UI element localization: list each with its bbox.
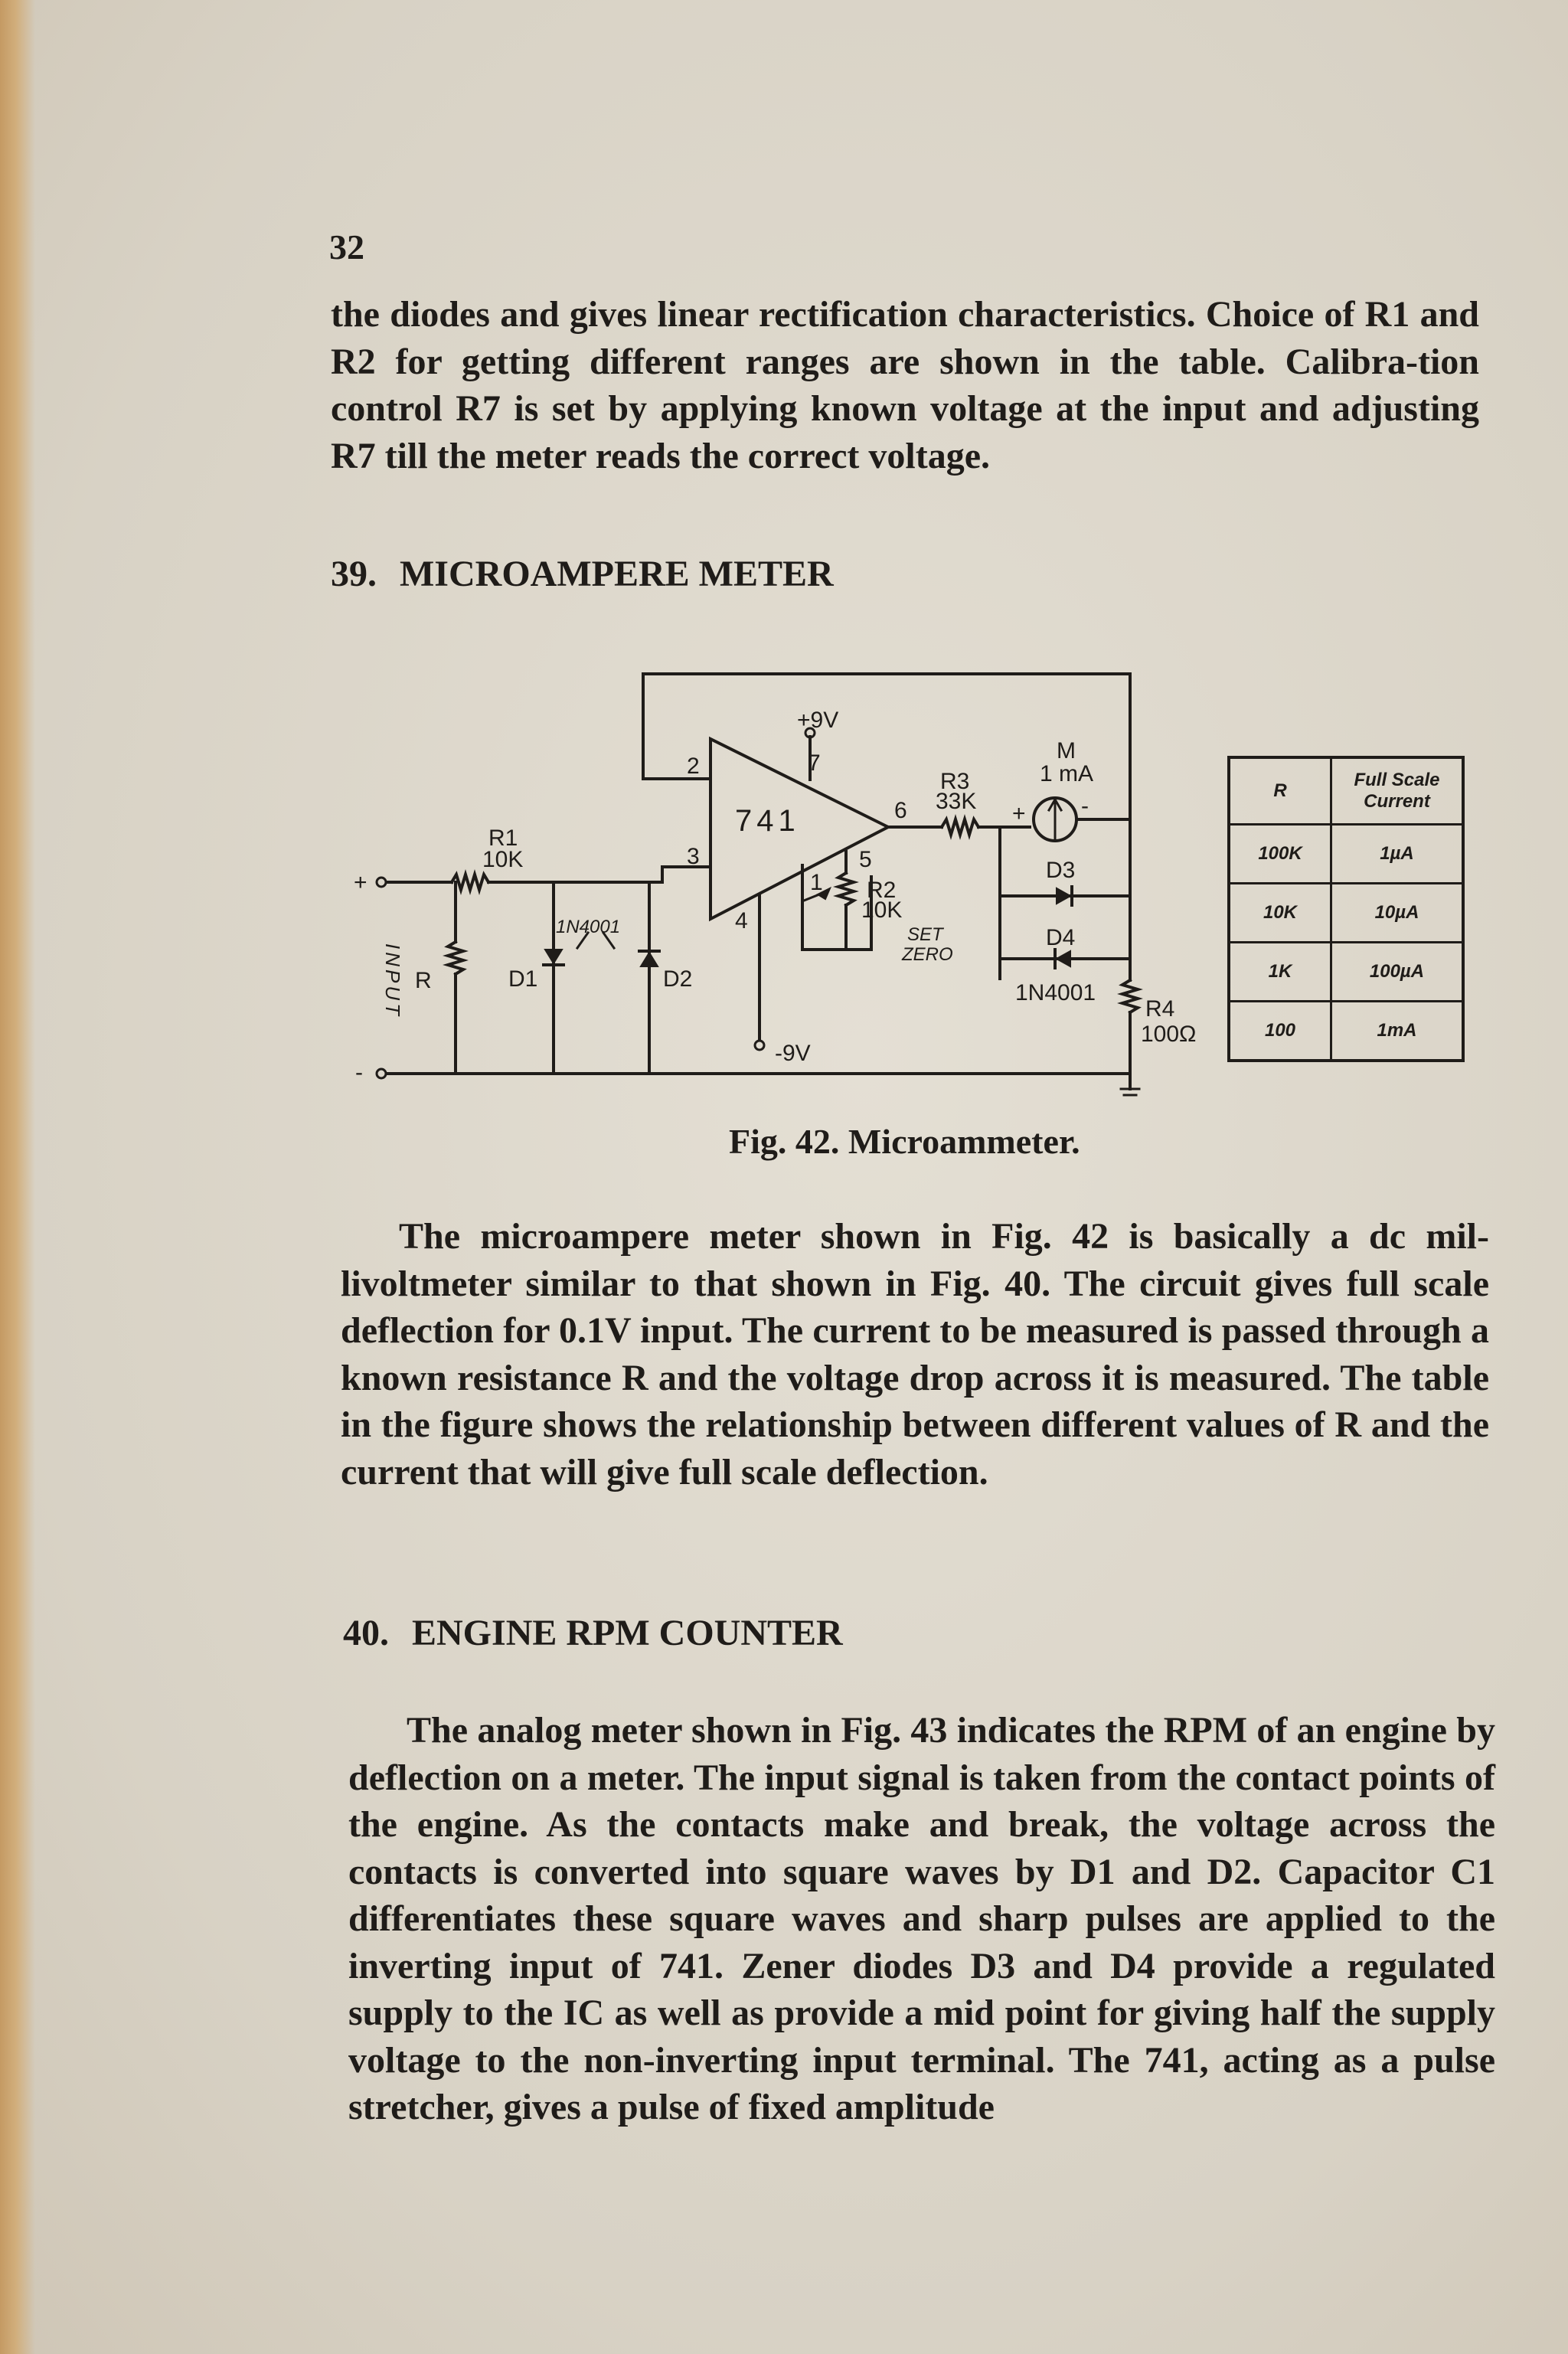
header-r-cell: R [1229,757,1331,825]
d3-label: D3 [1046,858,1076,883]
r3-resistor [942,819,978,835]
section-title: MICROAMPERE METER [400,554,834,594]
table-row [1229,1002,1463,1061]
r4-resistor [1122,980,1138,1012]
r-cell: 1K [1229,943,1331,1002]
supply-pos-label: +9V [797,708,839,733]
r-label: R [415,968,432,993]
diode-type-right-label: 1N4001 [1015,980,1096,1005]
pin-7-label: 7 [808,750,821,776]
d2-label: D2 [663,966,693,992]
pin-5-label: 5 [859,847,872,872]
r4-value-label: 100Ω [1141,1022,1197,1047]
pin-6-label: 6 [894,798,907,823]
section-heading-40 [343,1612,843,1654]
meter-label: M [1057,738,1076,763]
d4-label: D4 [1046,925,1076,950]
table-row [1229,943,1463,1002]
r-cell: 100 [1229,1002,1331,1061]
input-plus-label: + [354,870,368,895]
table-row [1229,825,1463,884]
set-zero-label-1: SET [907,924,943,945]
pin-1-label: 1 [810,870,823,895]
pin-4-label: 4 [735,908,748,933]
header-current-line-1: Full Scale [1354,770,1440,790]
section-title: ENGINE RPM COUNTER [412,1613,843,1653]
rpm-paragraph: The analog meter shown in Fig. 43 indicates the RPM of an engine by deflection on a meter. The input signal is taken from the contact points of the engine. As the contacts make and break, the voltage across the contacts is converted into square waves by D1 and D2. Capacitor C1 differentiates these square waves and sharp pulses are applied to the inverting input of 741. Zener diodes D3 and D4 provide a regulated supply to the IC as well as provide a mid point for giving half the supply voltage to the non-inverting input terminal. The 741, acting as a pulse stretcher, gives a pulse of fixed amplitude [348,1710,1495,2127]
ic-label: 741 [735,804,800,838]
supply-neg-label: -9V [775,1041,811,1066]
figure-caption: Fig. 42. Microammeter. [729,1122,1080,1161]
table-header-row [1229,757,1463,825]
current-cell: 1µA [1331,825,1464,884]
d4-diode [1057,951,1070,966]
page-number: 32 [329,227,364,266]
r2-value-label: 10K [861,897,903,923]
d1-label: D1 [508,966,538,992]
r1-resistor [452,875,488,890]
r3-value-label: 33K [936,789,977,814]
d3-diode [1057,888,1070,904]
meter-value-label: 1 mA [1040,761,1094,786]
d2-diode [641,953,658,966]
r2-label: R2 [867,878,897,903]
table-row [1229,884,1463,943]
set-zero-label-2: ZERO [902,944,953,965]
current-cell: 1mA [1331,1002,1464,1061]
input-neg-terminal [377,1069,386,1078]
r-cell: 10K [1229,884,1331,943]
intro-paragraph: the diodes and gives linear rectification characteristics. Choice of R1 and R2 for getting different ranges are shown in the table. Calibra-tion control R7 is set by applying known voltage at the input and adjusting R7 till the meter reads the correct voltage. [331,294,1479,476]
pin-3-label: 3 [687,844,700,869]
circuit-diagram [337,666,1210,1110]
r1-value-label: 10K [482,847,524,872]
diode-type-left-label: 1N4001 [556,917,621,937]
r1-label: R1 [488,826,518,851]
r-shunt-resistor [448,942,463,974]
current-cell: 100µA [1331,943,1464,1002]
meter-minus-label: - [1081,793,1089,819]
page-edge [0,0,35,2354]
ground-symbol [1121,1089,1139,1095]
d1-diode [545,950,562,963]
header-current-line-2: Current [1364,791,1430,812]
section-heading-39 [331,553,834,595]
r4-label: R4 [1145,996,1175,1022]
range-table [1227,756,1465,1062]
r-cell: 100K [1229,825,1331,884]
supply-neg-terminal [755,1041,764,1050]
r3-label: R3 [940,769,970,794]
input-label: INPUT [381,943,404,1018]
meter-plus-label: + [1012,801,1026,826]
microampere-paragraph: The microampere meter shown in Fig. 42 is basically a dc mil-livoltmeter similar to that shown in Fig. 40. The circuit gives full scale deflection for 0.1V input. The current to be measured is passed through a known resistance R and the voltage drop across it is measured. The table in the figure shows the relationship between different values of R and the current that will give full scale deflection. [341,1216,1489,1493]
pin-2-label: 2 [687,754,700,779]
header-current-cell [1331,757,1464,825]
input-pos-terminal [377,878,386,887]
current-cell: 10µA [1331,884,1464,943]
r2-resistor [838,873,854,905]
section-number: 40. [343,1613,389,1653]
section-number: 39. [331,554,377,594]
input-minus-label: - [355,1060,363,1085]
